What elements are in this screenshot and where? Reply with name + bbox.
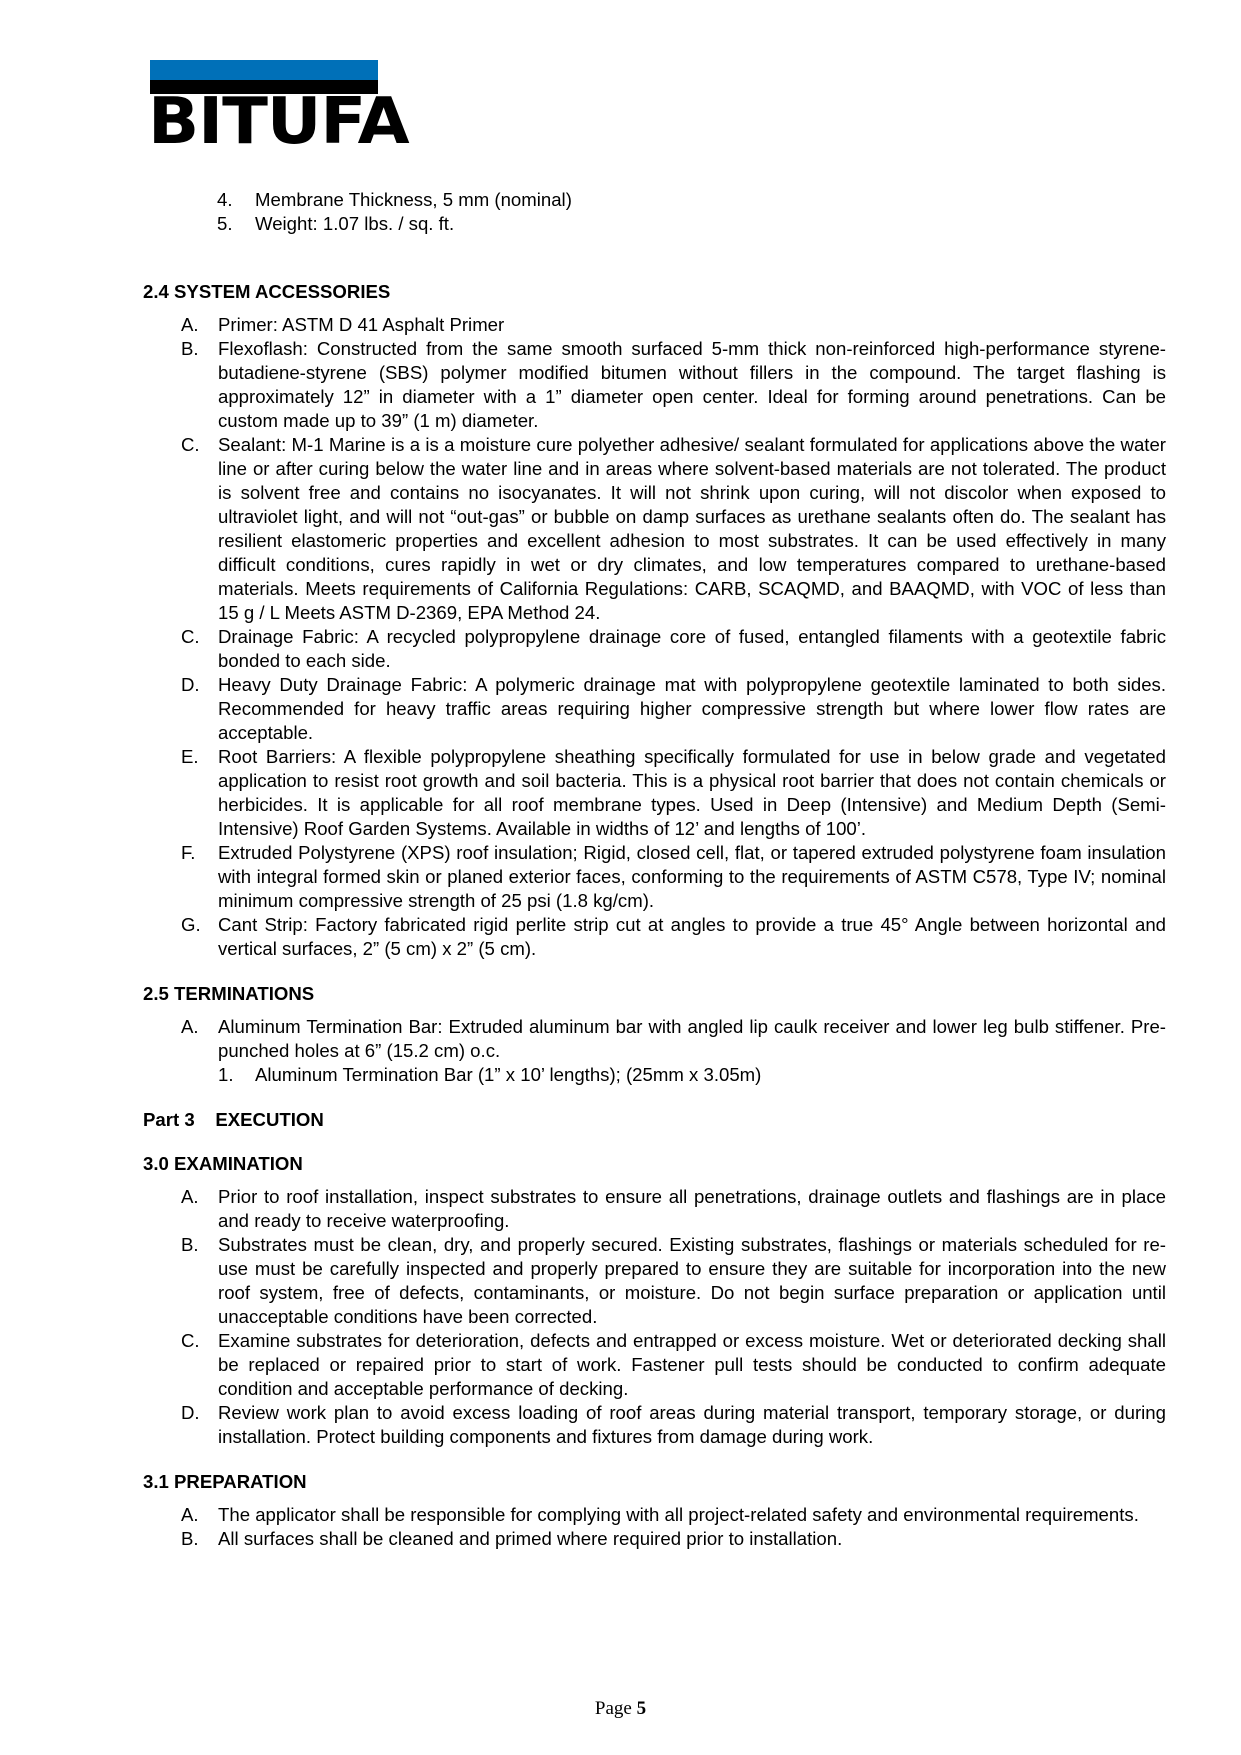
list-marker: G. <box>181 914 201 935</box>
section-heading-3-0: 3.0 EXAMINATION <box>143 1153 303 1174</box>
list-marker: B. <box>181 338 199 359</box>
list-marker: D. <box>181 1402 200 1423</box>
list-text: Drainage Fabric: A recycled polypropylene drainage core of fused, entangled filaments with a geotextile fabric bonded to each side. <box>218 626 1166 671</box>
list-marker: D. <box>181 674 200 695</box>
list-marker: B. <box>181 1234 199 1255</box>
list-item <box>143 1503 1166 1527</box>
section-heading-3-1: 3.1 PREPARATION <box>143 1471 307 1492</box>
list-text: Cant Strip: Factory fabricated rigid perlite strip cut at angles to provide a true 45° Angle between horizontal and vertical surfaces, 2” (5 cm) x 2” (5 cm). <box>218 914 1166 959</box>
list-marker: B. <box>181 1528 199 1549</box>
list-text: Primer: ASTM D 41 Asphalt Primer <box>218 314 505 335</box>
part-heading: Part 3 EXECUTION <box>143 1109 324 1130</box>
list-item <box>143 673 1166 745</box>
list-item <box>143 841 1166 913</box>
list-text: Extruded Polystyrene (XPS) roof insulation; Rigid, closed cell, flat, or tapered extruded polystyrene foam insulation with integral formed skin or planed exterior faces, conforming to the requirements of ASTM C578, Type IV; nominal minimum compressive strength of 25 psi (1.8 kg/cm). <box>218 842 1166 911</box>
list-text: Substrates must be clean, dry, and properly secured. Existing substrates, flashings or materials scheduled for re-use must be carefully inspected and properly prepared to ensure they are suitable for incorporation into the new roof system, free of defects, contaminants, or moisture. Do not begin surface preparation or application until unacceptable conditions have been corrected. <box>218 1234 1166 1327</box>
list-item <box>143 1015 1166 1063</box>
list-text: The applicator shall be responsible for complying with all project-related safety and environmental requirements. <box>218 1504 1139 1525</box>
sub-list-item <box>143 1063 1166 1087</box>
page-label: Page <box>594 1698 632 1719</box>
list-text: Aluminum Termination Bar (1” x 10’ lengths); (25mm x 3.05m) <box>255 1064 762 1085</box>
bitufa-logo <box>148 60 409 159</box>
list-marker: 1. <box>218 1064 234 1085</box>
logo-text: BITUFA <box>148 85 409 159</box>
list-marker: 5. <box>217 213 233 234</box>
list-text: Sealant: M-1 Marine is a is a moisture cure polyether adhesive/ sealant formulated for applications above the water line or after curing below the water line and in areas where solvent-based materials are not tolerated. The product is solvent free and contains no isocyanates. It will not shrink upon curing, will not discolor when exposed to ultraviolet light, and will not “out-gas” or bubble on damp surfaces as urethane sealants often do. The sealant has resilient elastomeric properties and excellent adhesion to most substrates. It can be used effectively in many difficult conditions, cures rapidly in wet or dry climates, and low temperatures compared to urethane-based materials. Meets requirements of California Regulations: CARB, SCAQMD, and BAAQMD, with VOC of less than 15 g / L Meets ASTM D-2369, EPA Method 24. <box>218 434 1166 623</box>
list-text: Prior to roof installation, inspect substrates to ensure all penetrations, drainage outlets and flashings are in place and ready to receive waterproofing. <box>218 1186 1166 1231</box>
list-item <box>143 745 1166 841</box>
logo-blue-bar <box>150 60 378 80</box>
list-item <box>143 1185 1166 1233</box>
list-text: Membrane Thickness, 5 mm (nominal) <box>255 189 572 210</box>
section-heading-2-5: 2.5 TERMINATIONS <box>143 983 315 1004</box>
list-item <box>143 212 1166 236</box>
list-marker: C. <box>181 434 200 455</box>
list-text: All surfaces shall be cleaned and primed where required prior to installation. <box>218 1528 843 1549</box>
list-marker: 4. <box>217 189 233 210</box>
list-text: Aluminum Termination Bar: Extruded aluminum bar with angled lip caulk receiver and lower leg bulb stiffener. Pre-punched holes at 6” (15.2 cm) o.c. <box>218 1016 1166 1061</box>
list-text: Heavy Duty Drainage Fabric: A polymeric drainage mat with polypropylene geotextile laminated to both sides. Recommended for heavy traffic areas requiring higher compressive strength but where lower flow rates are acceptable. <box>218 674 1166 743</box>
list-item <box>143 1329 1166 1401</box>
list-marker: A. <box>181 1016 199 1037</box>
list-text: Examine substrates for deterioration, defects and entrapped or excess moisture. Wet or deteriorated decking shall be replaced or repaired prior to start of work. Fastener pull tests should be conducted to confirm adequate condition and acceptable performance of decking. <box>218 1330 1166 1399</box>
list-text: Review work plan to avoid excess loading of roof areas during material transport, temporary storage, or during installation. Protect building components and fixtures from damage during work. <box>218 1402 1166 1447</box>
list-marker: C. <box>181 626 200 647</box>
list-item <box>143 1233 1166 1329</box>
list-marker: A. <box>181 314 199 335</box>
list-item <box>143 313 1166 337</box>
list-item <box>143 625 1166 673</box>
list-text: Root Barriers: A flexible polypropylene sheathing specifically formulated for use in below grade and vegetated application to resist root growth and soil bacteria. This is a physical root barrier that does not contain chemicals or herbicides. It is applicable for all roof membrane types. Used in Deep (Intensive) and Medium Depth (Semi-Intensive) Roof Garden Systems. Available in widths of 12’ and lengths of 100’. <box>218 746 1166 839</box>
list-marker: A. <box>181 1504 199 1525</box>
list-marker: C. <box>181 1330 200 1351</box>
list-marker: E. <box>181 746 199 767</box>
document-body <box>143 188 1166 1551</box>
page-footer <box>0 1697 1241 1721</box>
list-marker: F. <box>181 842 196 863</box>
list-item <box>143 913 1166 961</box>
list-text: Weight: 1.07 lbs. / sq. ft. <box>255 213 455 234</box>
list-item <box>143 188 1166 212</box>
list-item <box>143 1401 1166 1449</box>
section-heading-2-4: 2.4 SYSTEM ACCESSORIES <box>143 281 391 302</box>
list-marker: A. <box>181 1186 199 1207</box>
list-item <box>143 337 1166 433</box>
list-item <box>143 1527 1166 1551</box>
page-number: 5 <box>636 1698 647 1719</box>
list-item <box>143 433 1166 625</box>
list-text: Flexoflash: Constructed from the same smooth surfaced 5-mm thick non-reinforced high-performance styrene-butadiene-styrene (SBS) polymer modified bitumen without fillers in the compound. The target flashing is approximately 12” in diameter with a 1” diameter open center. Ideal for forming around penetrations. Can be custom made up to 39” (1 m) diameter. <box>218 338 1166 431</box>
